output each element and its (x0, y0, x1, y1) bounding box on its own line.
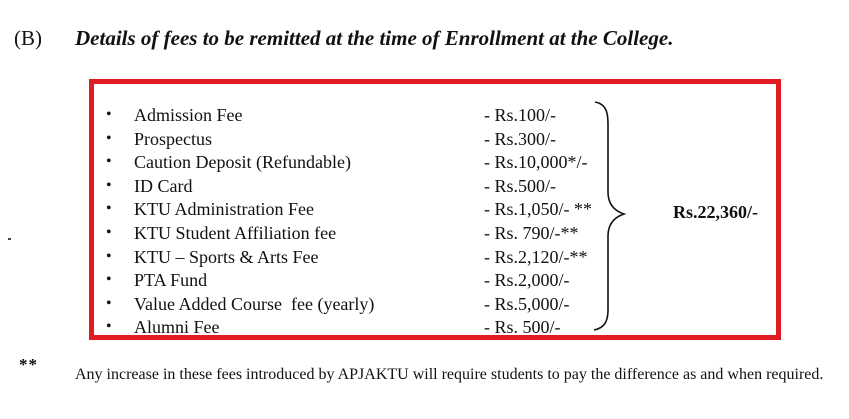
fee-amount: - Rs.100/- (484, 105, 556, 125)
fee-name: Admission Fee (134, 105, 243, 125)
bullet-icon: • (106, 271, 112, 289)
section-label: (B) (14, 26, 42, 50)
fee-amount: - Rs. 790/-** (484, 223, 579, 243)
fee-amount: - Rs.2,120/-** (484, 246, 588, 267)
bullet-icon: • (106, 200, 112, 218)
fee-name: KTU Administration Fee (134, 199, 314, 220)
fee-name: ID Card (134, 175, 193, 196)
fee-name: Caution Deposit (Refundable) (134, 152, 351, 173)
fee-amount: - Rs.5,000/- (484, 293, 570, 314)
bullet-icon: • (106, 224, 112, 241)
note-mark: ** (19, 355, 38, 374)
fee-box (89, 79, 781, 340)
fee-amount: - Rs.1,050/- ** (484, 199, 592, 220)
fee-name: PTA Fund (134, 270, 208, 291)
bullet-icon: • (106, 129, 112, 147)
bullet-icon: • (106, 153, 112, 171)
fee-name: Prospectus (134, 128, 212, 149)
fee-total: Rs.22,360/- (673, 202, 758, 222)
fee-amount: - Rs.2,000/- (484, 270, 570, 291)
bullet-icon: • (106, 106, 112, 123)
fee-amount: - Rs.300/- (484, 128, 556, 149)
fee-name: KTU Student Affiliation fee (134, 223, 337, 243)
bullet-icon: • (106, 176, 112, 194)
fee-name: KTU – Sports & Arts Fee (134, 246, 319, 267)
note-text: Any increase in these fees introduced by APJAKTU will require students to pay the difference as and when required. (75, 366, 824, 383)
fee-amount: - Rs. 500/- (484, 317, 561, 338)
bullet-icon: • (106, 318, 112, 336)
section-title: Details of fees to be remitted at the time of Enrollment at the College. (75, 26, 674, 50)
fee-name: Value Added Course fee (yearly) (134, 293, 375, 314)
scan-speck (8, 238, 11, 240)
fee-amount: - Rs.500/- (484, 175, 556, 196)
bullet-icon: • (106, 247, 112, 265)
fee-name: Alumni Fee (134, 317, 220, 338)
bullet-icon: • (106, 294, 112, 312)
fee-amount: - Rs.10,000*/- (484, 152, 588, 173)
